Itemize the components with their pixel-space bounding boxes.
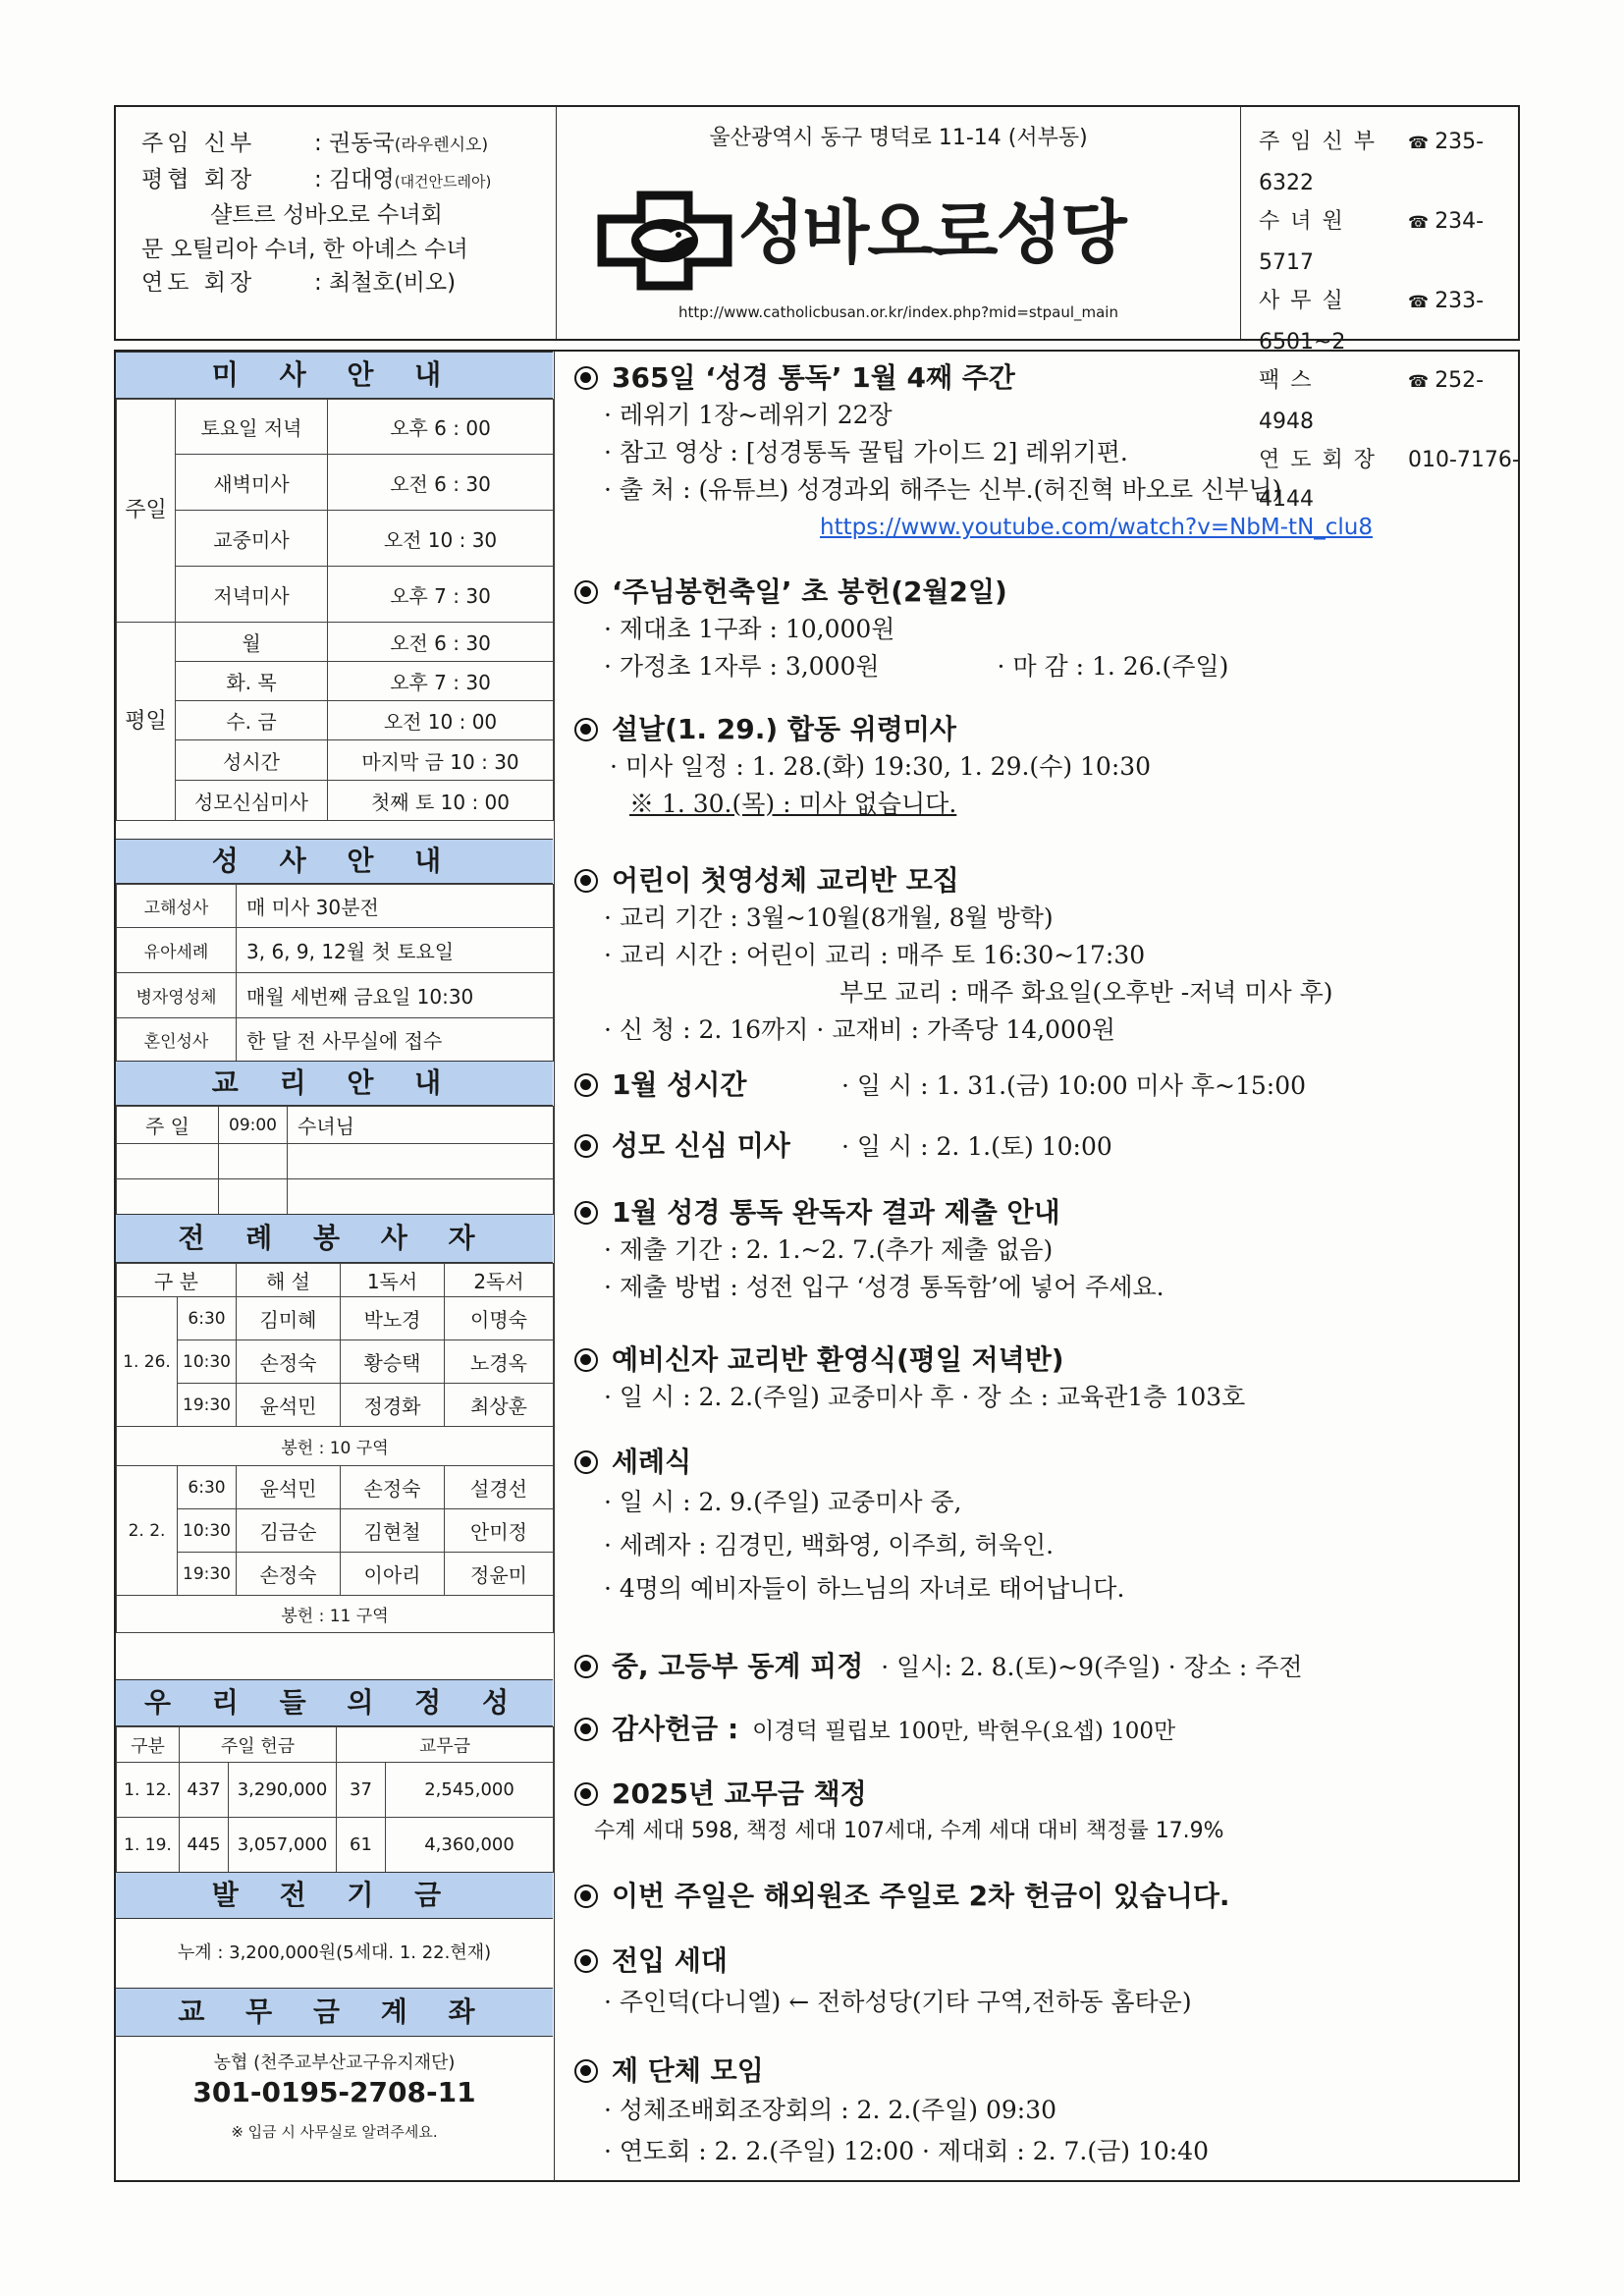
table-row [117, 928, 554, 973]
sunday-offering-count: 445 [180, 1818, 229, 1873]
announcement-title: 성모 신심 미사 [612, 1129, 790, 1162]
mass-time: 오전 10 : 30 [328, 511, 554, 567]
service-time: 19:30 [178, 1553, 237, 1596]
table-header-row [117, 1264, 554, 1297]
bullet-icon [574, 1073, 598, 1097]
announcement-line: · 성체조배회조장회의 : 2. 2.(주일) 09:30 [604, 2096, 1057, 2124]
sacrament-name: 혼인성사 [117, 1018, 237, 1062]
clergy-row-yeondo [141, 266, 556, 301]
announcement-line: · 미사 일정 : 1. 28.(화) 19:30, 1. 29.(수) 10:30 [610, 752, 1152, 781]
commentator: 김미혜 [237, 1297, 341, 1340]
sunday-offering-amount: 3,057,000 [229, 1818, 337, 1873]
announcement-line: · 제대초 1구좌 : 10,000원 [604, 615, 895, 643]
table-row [117, 1596, 554, 1633]
announcement-title: 1월 성경 통독 완독자 결과 제출 안내 [612, 1196, 1060, 1229]
service-time: 10:30 [178, 1340, 237, 1384]
first-reader: 황승택 [341, 1340, 445, 1384]
announcement-line: 이경덕 필립보 100만, 박현우(요셉) 100만 [752, 1719, 1176, 1744]
contact-number: 252-4948 [1259, 368, 1485, 434]
sacrament-info: 매 미사 30분전 [237, 885, 554, 928]
sunday-label: 주일 [117, 400, 176, 623]
parish-dues-amount: 2,545,000 [386, 1763, 554, 1818]
announcement-line: · 교리 시간 : 어린이 교리 : 매주 토 16:30~17:30 [604, 941, 1146, 969]
parish-dues-count: 61 [337, 1818, 386, 1873]
announcement-title: 어린이 첫영성체 교리반 모집 [612, 864, 959, 897]
mass-time: 오후 7 : 30 [328, 662, 554, 701]
mass-name: 교중미사 [176, 511, 328, 567]
church-url[interactable]: http://www.catholicbusan.or.kr/index.php?mid=stpaul_main [678, 303, 1118, 321]
church-address: 울산광역시 동구 명덕로 11-14 (서부동) [709, 126, 1088, 150]
phone-icon: ☎ [1408, 293, 1430, 312]
contact-label: 수 녀 원 [1259, 209, 1345, 234]
second-reader: 이명숙 [445, 1297, 554, 1340]
sacrament-info: 3, 6, 9, 12월 첫 토요일 [237, 928, 554, 973]
contact-list [1241, 107, 1520, 512]
second-reader: 설경선 [445, 1466, 554, 1509]
church-name: 성바오로성당 [738, 192, 1125, 273]
table-row [117, 1107, 554, 1144]
column-header: 해 설 [237, 1264, 341, 1297]
announcement-line: · 레위기 1장~레위기 22장 [604, 401, 893, 429]
bullet-icon [574, 1348, 598, 1372]
announcement-note: ※ 1. 30.(목) : 미사 없습니다. [629, 790, 957, 818]
offerings-table [116, 1726, 554, 1873]
second-reader: 노경옥 [445, 1340, 554, 1384]
sacrament-info: 한 달 전 사무실에 접수 [237, 1018, 554, 1062]
announcement-title: 전입 세대 [612, 1944, 728, 1977]
contact-label: 연 도 회 장 [1259, 448, 1377, 472]
offering-date: 1. 19. [117, 1818, 180, 1873]
church-logo-icon [596, 190, 733, 292]
mass-time: 오전 6 : 30 [328, 623, 554, 662]
bullet-icon [574, 2059, 598, 2083]
mass-name: 저녁미사 [176, 567, 328, 623]
announcement-group-meetings [574, 2052, 1507, 2172]
announcement-line: · 일시: 2. 8.(토)~9(주일) · 장소 : 주전 [881, 1653, 1303, 1681]
first-reader: 박노경 [341, 1297, 445, 1340]
mass-name: 토요일 저녁 [176, 400, 328, 455]
service-time: 6:30 [178, 1466, 237, 1509]
mass-schedule-table [116, 399, 554, 821]
announcement-title: 세례식 [612, 1446, 692, 1478]
bullet-icon [574, 1885, 598, 1908]
bullet-icon [574, 1782, 598, 1806]
catechism-day: 주 일 [117, 1107, 219, 1144]
announcement-memorial-mass [574, 711, 1507, 823]
offerings-heading: 우 리 들 의 정 성 [116, 1679, 553, 1726]
table-row [117, 1427, 554, 1466]
clergy-row-pastor [141, 127, 556, 163]
announcement-title: ‘주님봉헌축일’ 초 봉헌(2월2일) [612, 575, 1007, 608]
bullet-icon [574, 1655, 598, 1678]
announcement-winter-retreat [574, 1648, 1507, 1686]
first-reader: 이아리 [341, 1553, 445, 1596]
commentator: 손정숙 [237, 1340, 341, 1384]
announcement-line: · 참고 영상 : [성경통독 꿀팁 가이드 2] 레위기편. [604, 438, 1128, 466]
announcement-first-communion [574, 862, 1507, 1049]
mass-name: 화. 목 [176, 662, 328, 701]
clergy-name: : 최철호(비오) [314, 270, 457, 296]
bank-name: 농협 (천주교부산교구유지재단) [213, 2052, 456, 2073]
bullet-icon [574, 718, 598, 741]
announcement-line: · 교리 기간 : 3월~10월(8개월, 8월 방학) [604, 903, 1054, 932]
account-note: ※ 입금 시 사무실로 알려주세요. [231, 2123, 438, 2141]
announcement-line: · 신 청 : 2. 16까지 · 교재비 : 가족당 14,000원 [604, 1015, 1115, 1044]
bullet-icon [574, 1949, 598, 1973]
clergy-baptismal-name: (대건안드레아) [394, 172, 492, 191]
commentator: 손정숙 [237, 1553, 341, 1596]
commentator: 김금순 [237, 1509, 341, 1553]
mass-name: 월 [176, 623, 328, 662]
clergy-name: : 김대영 [314, 166, 395, 192]
liturgy-servers-table [116, 1263, 554, 1633]
table-row [117, 781, 554, 821]
service-date: 2. 2. [117, 1466, 178, 1596]
announcement-line: · 일 시 : 1. 31.(금) 10:00 미사 후~15:00 [841, 1071, 1307, 1100]
announcements [555, 350, 1520, 2182]
catechism-teacher: 수녀님 [288, 1107, 554, 1144]
announcement-title: 제 단체 모임 [612, 2054, 764, 2087]
sacrament-name: 병자영성체 [117, 973, 237, 1018]
table-row [117, 400, 554, 455]
table-row [117, 1818, 554, 1873]
announcement-baptism [574, 1444, 1507, 1611]
announcement-title: 예비신자 교리반 환영식(평일 저녁반) [612, 1343, 1064, 1376]
phone-icon: ☎ [1408, 134, 1430, 153]
service-time: 6:30 [178, 1297, 237, 1340]
catechism-table [116, 1106, 554, 1215]
announcement-title: 중, 고등부 동계 피정 [612, 1650, 864, 1682]
contact-number: 235-6322 [1259, 130, 1485, 195]
mass-time: 마지막 금 10 : 30 [328, 740, 554, 781]
service-date: 1. 26. [117, 1297, 178, 1427]
table-row [117, 511, 554, 567]
second-reader: 최상훈 [445, 1384, 554, 1427]
announcement-parish-dues [574, 1776, 1507, 1850]
contact-label: 사 무 실 [1259, 289, 1345, 313]
table-row [117, 1763, 554, 1818]
left-sidebar [114, 350, 555, 2182]
table-row [117, 1553, 554, 1596]
sacrament-table [116, 884, 554, 1062]
announcement-title: 1월 성시간 [612, 1068, 747, 1101]
liturgy-servers-heading: 전 례 봉 사 자 [116, 1214, 553, 1263]
announcement-second-collection [574, 1878, 1507, 1915]
clergy-role: 주임 신부 [141, 131, 256, 156]
mass-time: 오전 6 : 30 [328, 455, 554, 511]
bullet-icon [574, 366, 598, 390]
announcement-marian-mass [574, 1127, 1507, 1166]
clergy-role: 평협 회장 [141, 166, 256, 192]
contact-row [1259, 202, 1520, 282]
mass-name: 성시간 [176, 740, 328, 781]
phone-icon: ☎ [1408, 372, 1430, 392]
column-header: 구 분 [117, 1264, 237, 1297]
table-row [117, 1340, 554, 1384]
announcement-deadline: · 마 감 : 1. 26.(주일) [997, 652, 1229, 681]
sacrament-name: 유아세례 [117, 928, 237, 973]
catechism-time: 09:00 [219, 1107, 288, 1144]
table-row [117, 1384, 554, 1427]
announcement-title: 2025년 교무금 책정 [612, 1777, 867, 1810]
table-row [117, 1297, 554, 1340]
offering-district: 봉헌 : 11 구역 [117, 1596, 554, 1633]
bullet-icon [574, 1450, 598, 1474]
announcement-line: · 세례자 : 김경민, 백화영, 이주희, 허욱인. [604, 1531, 1055, 1559]
first-reader: 김현철 [341, 1509, 445, 1553]
table-row [117, 1144, 554, 1179]
sacrament-name: 고해성사 [117, 885, 237, 928]
announcement-line: 부모 교리 : 매주 화요일(오후반 -저녁 미사 후) [839, 978, 1333, 1007]
sunday-offering-count: 437 [180, 1763, 229, 1818]
account-number: 301-0195-2708-11 [192, 2076, 476, 2108]
mass-name: 수. 금 [176, 701, 328, 740]
development-fund-heading: 발 전 기 금 [116, 1872, 553, 1919]
mass-name: 성모신심미사 [176, 781, 328, 821]
announcement-title: 이번 주일은 해외원조 주일로 2차 헌금이 있습니다. [612, 1880, 1230, 1912]
table-row [117, 623, 554, 662]
column-header: 2독서 [445, 1264, 554, 1297]
service-time: 19:30 [178, 1384, 237, 1427]
contact-number: 233-6501~2 [1259, 289, 1485, 355]
parish-dues-amount: 4,360,000 [386, 1818, 554, 1873]
announcement-holy-hour [574, 1066, 1507, 1105]
mass-name: 새벽미사 [176, 455, 328, 511]
announcement-line: · 연도회 : 2. 2.(주일) 12:00 · 제대회 : 2. 7.(금) 10:40 [604, 2137, 1210, 2165]
sunday-offering-amount: 3,290,000 [229, 1763, 337, 1818]
contact-label: 주 임 신 부 [1259, 130, 1377, 154]
column-header: 구분 [117, 1727, 180, 1763]
offering-date: 1. 12. [117, 1763, 180, 1818]
first-reader: 정경화 [341, 1384, 445, 1427]
announcement-line: · 출 처 : (유튜브) 성경과외 해주는 신부.(허진혁 바오로 신부님) [604, 475, 1282, 504]
service-time: 10:30 [178, 1509, 237, 1553]
clergy-baptismal-name: (라우렌시오) [394, 136, 489, 155]
sisters-names: 문 오틸리아 수녀, 한 아녜스 수녀 [141, 236, 468, 262]
bullet-icon [574, 580, 598, 604]
table-row [117, 1466, 554, 1509]
second-reader: 정윤미 [445, 1553, 554, 1596]
development-fund-total: 누계 : 3,200,000원(5세대. 1. 22.현재) [177, 1942, 492, 1963]
catechism-heading: 교 리 안 내 [116, 1061, 553, 1106]
announcement-new-household [574, 1942, 1507, 2025]
clergy-row-council [141, 163, 556, 199]
youtube-link[interactable]: https://www.youtube.com/watch?v=NbM-tN_clu8 [820, 515, 1374, 540]
commentator: 윤석민 [237, 1466, 341, 1509]
contact-number: 010-7176-4144 [1259, 448, 1520, 512]
phone-icon: ☎ [1408, 213, 1430, 233]
announcement-line: · 주인덕(다니엘) ← 전하성당(기타 구역,전하동 홈타운) [604, 1988, 1192, 2016]
contact-label: 팩 스 [1259, 368, 1314, 393]
table-row [117, 740, 554, 781]
announcement-title: 감사헌금 : [612, 1713, 739, 1745]
column-header: 교무금 [337, 1727, 554, 1763]
mass-time: 오후 7 : 30 [328, 567, 554, 623]
contact-row [1259, 123, 1520, 202]
weekday-label: 평일 [117, 623, 176, 821]
clergy-info [116, 107, 557, 339]
sacrament-heading: 성 사 안 내 [116, 839, 553, 884]
announcement-line: · 제출 기간 : 2. 1.~2. 7.(추가 제출 없음) [604, 1235, 1054, 1264]
announcement-title: 365일 ‘성경 통독’ 1월 4째 주간 [612, 361, 1015, 394]
mass-time: 오후 6 : 00 [328, 400, 554, 455]
church-masthead [557, 107, 1241, 339]
announcement-line: · 제출 방법 : 성전 입구 ‘성경 통독함’에 넣어 주세요. [604, 1273, 1164, 1301]
announcement-line: · 일 시 : 2. 1.(토) 10:00 [841, 1132, 1112, 1161]
offering-district: 봉헌 : 10 구역 [117, 1427, 554, 1466]
mass-time: 오전 10 : 00 [328, 701, 554, 740]
announcement-line: · 일 시 : 2. 9.(주일) 교중미사 중, [604, 1488, 962, 1516]
mass-time: 첫째 토 10 : 00 [328, 781, 554, 821]
announcement-reading-completion [574, 1194, 1507, 1306]
announcement-line: · 일 시 : 2. 2.(주일) 교중미사 후 · 장 소 : 교육관1층 103호 [604, 1383, 1246, 1411]
announcement-line: 수계 세대 598, 책정 세대 107세대, 수계 세대 대비 책정률 17.9% [594, 1819, 1224, 1843]
first-reader: 손정숙 [341, 1466, 445, 1509]
table-row [117, 662, 554, 701]
sisters-congregation: 샬트르 성바오로 수녀회 [210, 202, 443, 228]
table-header-row [117, 1727, 554, 1763]
announcement-catechumen-welcome [574, 1341, 1507, 1416]
announcement-bible-reading [574, 359, 1507, 546]
bullet-icon [574, 869, 598, 893]
commentator: 윤석민 [237, 1384, 341, 1427]
announcement-line: · 가정초 1자루 : 3,000원 [604, 652, 880, 681]
table-row [117, 701, 554, 740]
contact-number: 234-5717 [1259, 209, 1485, 275]
clergy-role: 연도 회장 [141, 270, 256, 296]
mass-schedule-heading: 미 사 안 내 [116, 352, 553, 399]
clergy-name: : 권동국 [314, 131, 395, 156]
parish-dues-count: 37 [337, 1763, 386, 1818]
announcement-title: 설날(1. 29.) 합동 위령미사 [612, 713, 956, 745]
bullet-icon [574, 1201, 598, 1225]
announcement-line: · 4명의 예비자들이 하느님의 자녀로 태어납니다. [604, 1574, 1125, 1603]
second-reader: 안미정 [445, 1509, 554, 1553]
table-row [117, 455, 554, 511]
bullet-icon [574, 1718, 598, 1741]
dues-account-heading: 교 무 금 계 좌 [116, 1988, 553, 2037]
sacrament-info: 매월 세번째 금요일 10:30 [237, 973, 554, 1018]
announcement-thanksgiving [574, 1711, 1507, 1750]
table-row [117, 973, 554, 1018]
column-header: 주일 헌금 [180, 1727, 337, 1763]
column-header: 1독서 [341, 1264, 445, 1297]
table-row [117, 1509, 554, 1553]
announcement-candle-offering [574, 574, 1507, 685]
table-row [117, 1179, 554, 1215]
table-row [117, 1018, 554, 1062]
table-row [117, 885, 554, 928]
bullet-icon [574, 1134, 598, 1158]
table-row [117, 567, 554, 623]
